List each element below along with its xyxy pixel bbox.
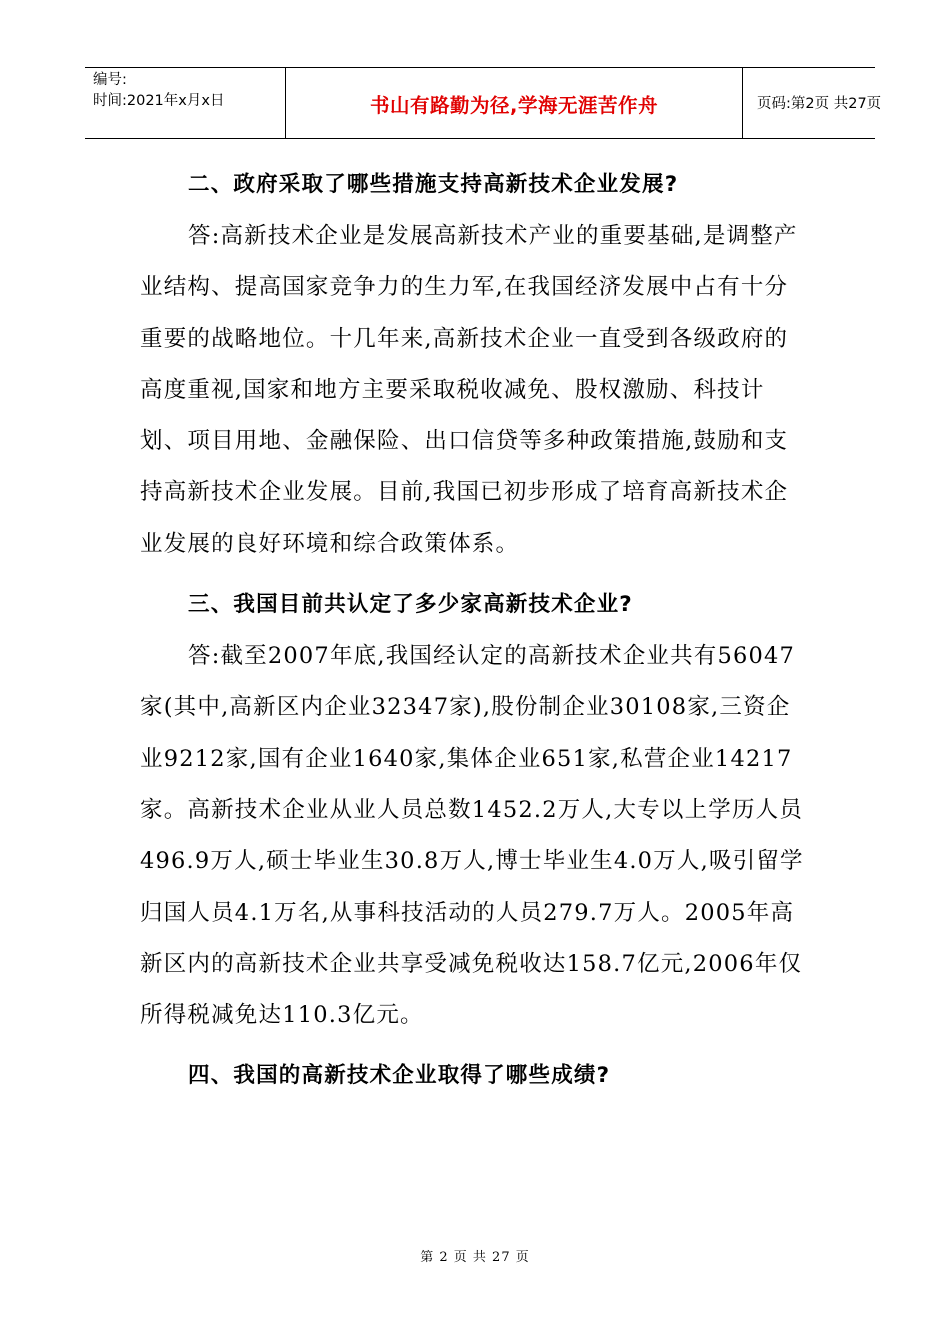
section-heading: 二、政府采取了哪些措施支持高新技术企业发展? <box>188 172 679 197</box>
header-page-code: 页码:第2页 共27页 <box>757 96 882 112</box>
header-motto-cell <box>285 68 743 138</box>
page-footer: 第 2 页 共 27 页 <box>420 1250 530 1265</box>
document-number-label: 编号: <box>93 72 127 88</box>
section-heading: 四、我国的高新技术企业取得了哪些成绩? <box>188 1063 611 1089</box>
page-header <box>85 67 882 139</box>
section-answer: 答:截至2007年底,我国经认定的高新技术企业共有56047家(其中,高新区内企业32347家),股份制企业30108家,三资企业9212家,国有企业1640家,集体企业651家,私营企业14217家。高新技术企业从业人员总数1452.2万人,大专以上学历人员496.9万人,硕士毕业生30.8万人,博士毕业生4.0万人,吸引留学归国人员4.1万名,从事科技活动的人员279.7万人。2005年高新区内的高新技术企业共享受减免税收达158.7亿元,2006年仅所得税减免达110.3亿元。 <box>140 643 804 1029</box>
document-time-label: 时间:2021年x月x日 <box>93 93 225 109</box>
section-answer: 答:高新技术企业是发展高新技术产业的重要基础,是调整产业结构、提高国家竞争力的生力军,在我国经济发展中占有十分重要的战略地位。十几年来,高新技术企业一直受到各级政府的高度重视,国家和地方主要采取税收减免、股权激励、科技计划、项目用地、金融保险、出口信贷等多种政策措施,鼓励和支持高新技术企业发展。目前,我国已初步形成了培育高新技术企业发展的良好环境和综合政策体系。 <box>140 223 798 557</box>
document-body <box>140 159 810 1102</box>
header-motto: 书山有路勤为径,学海无涯苦作舟 <box>370 94 658 117</box>
header-meta <box>85 68 285 138</box>
header-page-cell <box>743 68 882 138</box>
section-heading: 三、我国目前共认定了多少家高新技术企业? <box>188 592 633 618</box>
